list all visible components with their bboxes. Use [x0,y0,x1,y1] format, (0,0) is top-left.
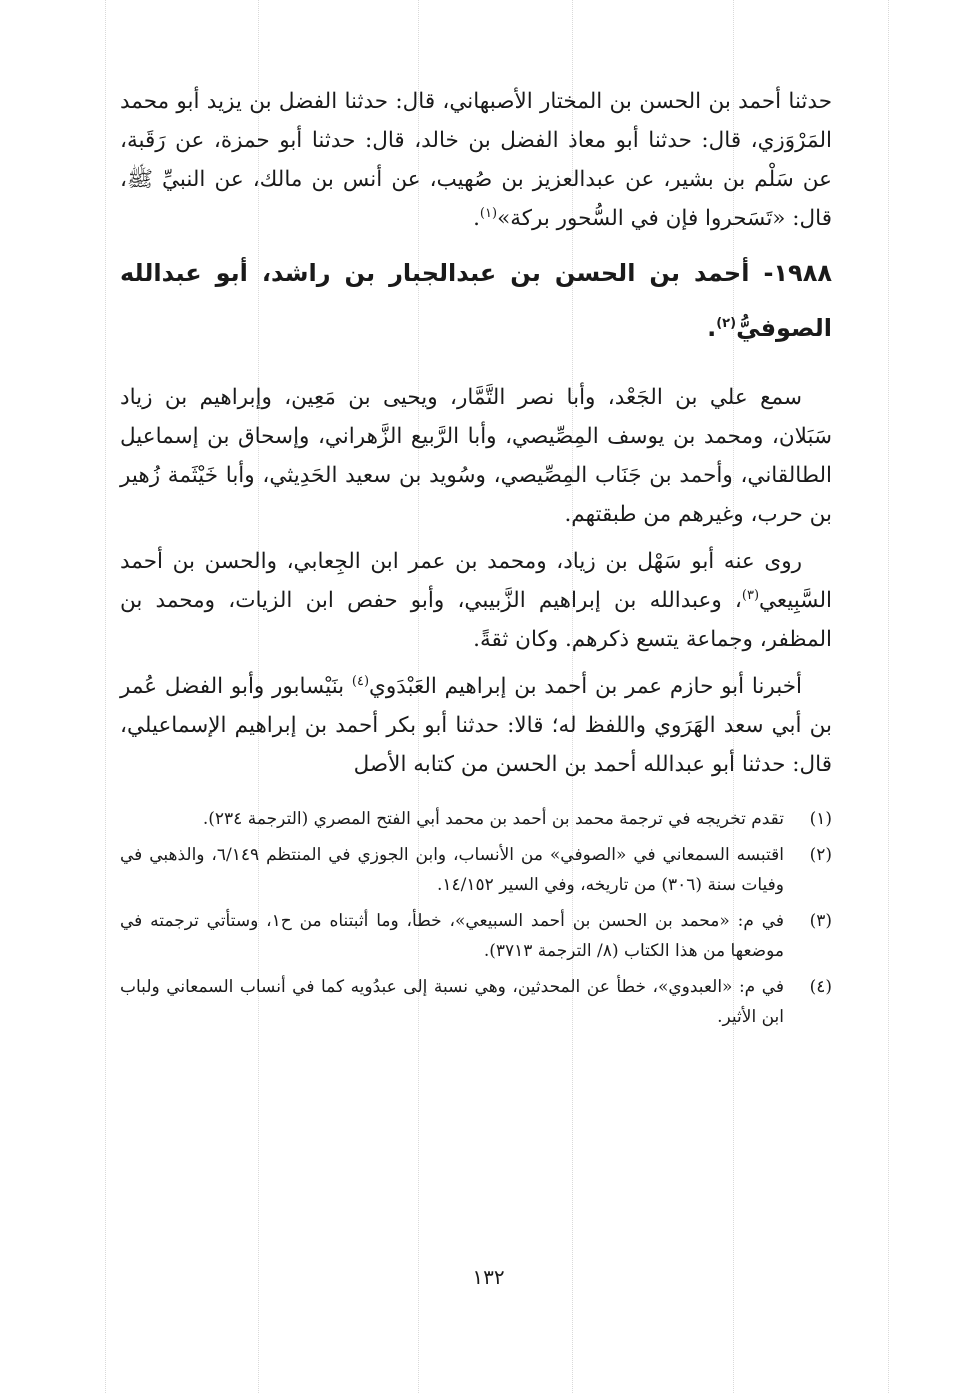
footnote-number: (١) [809,809,832,829]
footnote-item [120,972,832,1032]
paragraph-text: ، وعبدالله بن إبراهيم الزَّبيبي، وأبو حفص ابن الزيات، ومحمد بن المظفر، وجماعة يتسع ذكرهم. وكان ثقةً. [120,588,832,652]
footnotes [120,804,832,1032]
page-body [120,82,832,1038]
footnote-text: في م: «محمد بن الحسن بن أحمد السبيعي»، خطأ، وما أثبتناه من ح١، وستأتي ترجمته في موضعها من هذا الكتاب (٨/ الترجمة ٣٧١٣). [120,911,784,961]
paragraph-text: روى عنه أبو سَهْل بن زياد، ومحمد بن عمر ابن الجِعابي، والحسن بن أحمد السَّبِيعي [120,549,832,613]
footnote-item [120,804,832,834]
footnote-ref: (١) [479,205,498,221]
footnote-number: (٤) [809,977,832,997]
footnote-ref: (٤) [351,673,370,689]
paragraph-text: بنَيْسابور وأبو الفضل عُمر بن أبي سعد الهَرَوي واللفظ له؛ قالا: حدثنا أبو بكر أحمد بن إبراهيم الإسماعيلي، قال: حدثنا أبو عبدالله أحمد بن الحسن من كتابه الأصل [120,674,832,777]
punctuation: . [473,206,480,231]
heading-text: ١٩٨٨- أحمد بن الحسن بن عبدالجبار بن راشد، أبو عبدالله الصوفيُّ [120,259,832,342]
paragraph-text: أخبرنا أبو حازم عمر بن أحمد بن إبراهيم العَبْدَوي [369,674,802,699]
paragraph-text: حدثنا أحمد بن الحسن بن المختار الأصبهاني، قال: حدثنا الفضل بن يزيد أبو محمد المَرْوَزي، قال: حدثنا أبو معاذ الفضل بن خالد، قال: حدثنا أبو حمزة، عن رَقَبة، عن سَلْم بن بشير، عن عبدالعزيز بن صُهيب، عن أنس بن مالك، عن النبيِّ ﷺ، قال: «تَسَحروا فإن في السُّحور بركة» [120,89,832,231]
footnote-item [120,906,832,966]
paragraph-students [120,542,832,659]
footnote-text: في م: «العبدوي»، خطأ عن المحدثين، وهي نسبة إلى عبدُويه كما في أنساب السمعاني ولباب ابن الأثير. [120,977,784,1027]
paragraph-isnad [120,667,832,784]
footnote-number: (٢) [809,845,832,865]
footnote-ref: (٢) [716,316,737,331]
punctuation: . [707,314,717,342]
entry-heading [120,246,832,356]
footnote-number: (٣) [809,911,832,931]
footnote-item [120,840,832,900]
paragraph-hadith [120,82,832,238]
footnote-text: تقدم تخريجه في ترجمة محمد بن أحمد بن محمد أبي الفتح المصري (الترجمة ٢٣٤). [202,809,784,829]
paragraph-teachers: سمع علي بن الجَعْد، وأبا نصر التَّمَّار، ويحيى بن مَعِين، وإبراهيم بن زياد سَبَلان، ومحمد بن يوسف المِصِّيصي، وأبا الرَّبيع الزَّهراني، وإسحاق بن إسماعيل الطالقاني، وأحمد بن جَنَاب المِصِّيصي، وسُويد بن سعيد الحَدِيثي، وأبا خَيْثَمة زُهير بن حرب، وغيرهم من طبقتهم. [120,385,832,527]
page-number: ١٣٢ [472,1265,505,1289]
footnote-ref: (٣) [741,587,760,603]
footnote-text: اقتبسه السمعاني في «الصوفي» من الأنساب، وابن الجوزي في المنتظم ٦/١٤٩، والذهبي في وفيات سنة (٣٠٦) من تاريخه، وفي السير ١٤/١٥٢. [120,845,784,895]
